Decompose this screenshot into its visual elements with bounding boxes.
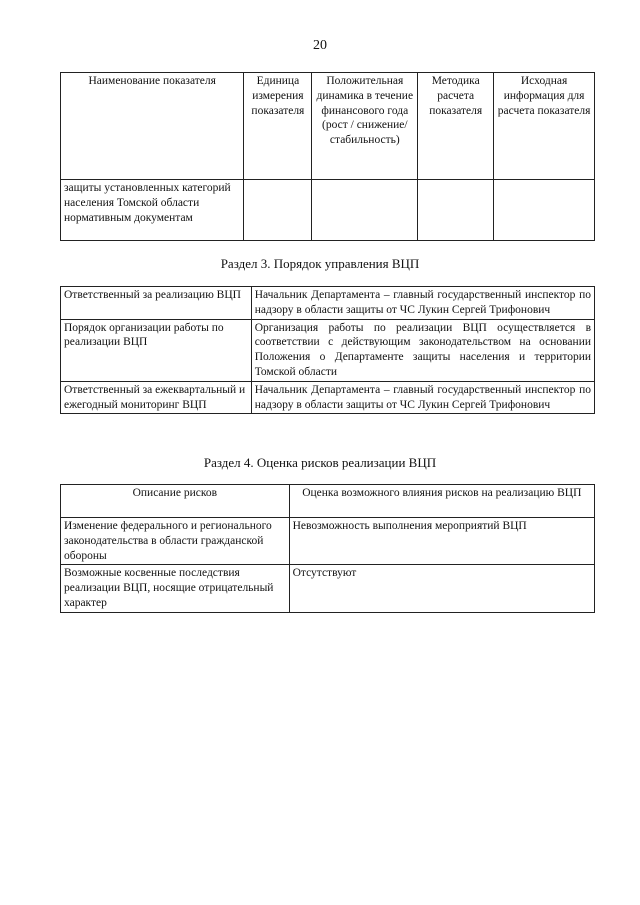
header-cell: Описание рисков — [61, 485, 290, 518]
table-row — [61, 518, 595, 565]
header-cell: Исходная информация для расчета показателя — [494, 73, 595, 180]
table-cell: защиты установленных категорий населения Томской области нормативным документам — [61, 180, 244, 241]
table-row — [61, 381, 595, 414]
table-row — [61, 565, 595, 612]
section-3-title: Раздел 3. Порядок управления ВЦП — [220, 256, 420, 271]
table-cell — [418, 180, 494, 241]
table-cell — [494, 180, 595, 241]
risks-table — [60, 484, 595, 613]
indicators-table — [60, 72, 595, 241]
table-cell — [312, 180, 418, 241]
risk-description: Возможные косвенные последствия реализации ВЦП, носящие отрицательный характер — [61, 565, 290, 612]
risk-impact: Отсутствуют — [289, 565, 594, 612]
header-cell: Оценка возможного влияния рисков на реализацию ВЦП — [289, 485, 594, 518]
header-cell: Наименование показателя — [61, 73, 244, 180]
row-label: Ответственный за реализацию ВЦП — [61, 287, 252, 320]
risk-description: Изменение федерального и регионального законодательства в области гражданской обороны — [61, 518, 290, 565]
header-cell: Методика расчета показателя — [418, 73, 494, 180]
header-cell: Единица измерения показателя — [244, 73, 312, 180]
row-label: Ответственный за ежеквартальный и ежегодный мониторинг ВЦП — [61, 381, 252, 414]
management-table — [60, 286, 595, 414]
row-value: Начальник Департамента – главный государственный инспектор по надзору в области защиты от ЧС Лукин Сергей Трифонович — [251, 381, 594, 414]
table-header-row — [61, 485, 595, 518]
row-value: Начальник Департамента – главный государственный инспектор по надзору в области защиты от ЧС Лукин Сергей Трифонович — [251, 287, 594, 320]
row-value: Организация работы по реализации ВЦП осуществляется в соответствии с действующим законодательством на основании Положения о Департаменте защиты населения и территории Томской области — [251, 319, 594, 381]
table-row — [61, 319, 595, 381]
section-4-title: Раздел 4. Оценка рисков реализации ВЦП — [203, 455, 437, 470]
table-row — [61, 287, 595, 320]
table-cell — [244, 180, 312, 241]
page-number: 20 — [313, 38, 327, 53]
table-header-row — [61, 73, 595, 180]
risk-impact: Невозможность выполнения мероприятий ВЦП — [289, 518, 594, 565]
header-cell: Положительная динамика в течение финансового года (рост / снижение/стабильность) — [312, 73, 418, 180]
row-label: Порядок организации работы по реализации ВЦП — [61, 319, 252, 381]
table-row — [61, 180, 595, 241]
